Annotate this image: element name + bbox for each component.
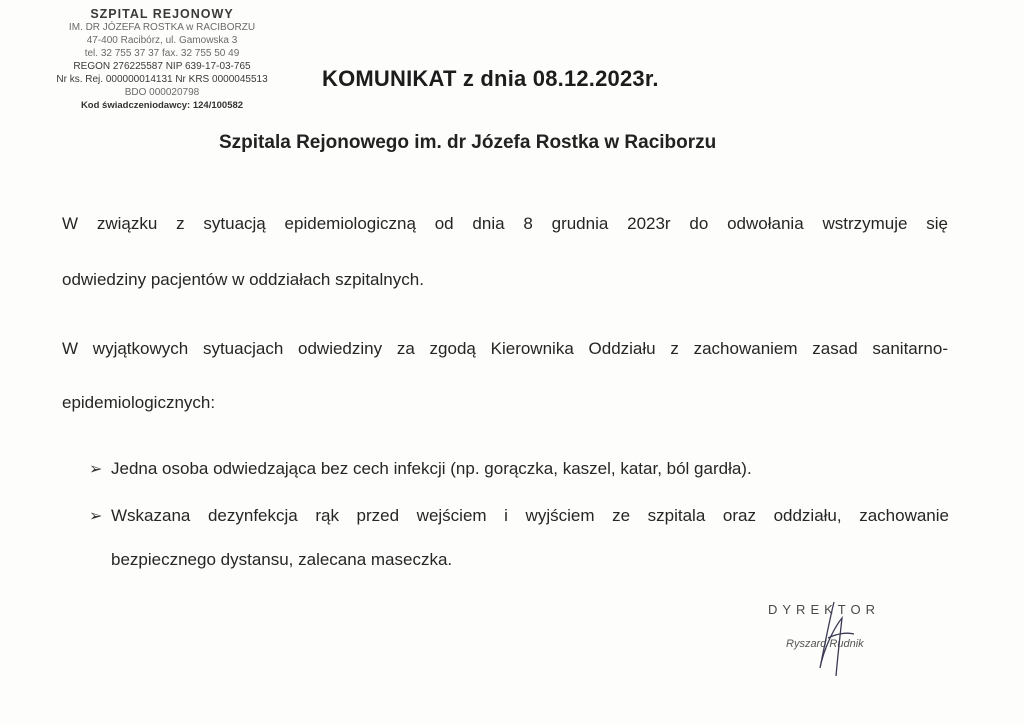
- bullet-item-1-text: Jedna osoba odwiedzająca bez cech infekcji (np. gorączka, kaszel, katar, ból gardła).: [111, 459, 752, 478]
- stamp-line-phone: tel. 32 755 37 37 fax. 32 755 50 49: [84, 48, 240, 59]
- paragraph-1-line-2: odwiedziny pacjentów w oddziałach szpitalnych.: [62, 270, 424, 289]
- stamp-line-bdo: BDO 000020798: [124, 87, 200, 98]
- paragraph-1-line-1: W związku z sytuacją epidemiologiczną od dnia 8 grudnia 2023r do odwołania wstrzymuje się: [62, 214, 948, 233]
- bullet-item-2: [89, 506, 949, 526]
- paragraph-2-line-2: epidemiologicznych:: [62, 393, 216, 412]
- paragraph-2-line-1: W wyjątkowych sytuacjach odwiedziny za zgodą Kierownika Oddziału z zachowaniem zasad sanitarno-: [62, 339, 948, 358]
- stamp-line-address: 47-400 Racibórz, ul. Gamowska 3: [86, 35, 238, 46]
- arrow-bullet-icon: ➢: [89, 461, 103, 478]
- bullet-item-2-text-line-1: Wskazana dezynfekcja rąk przed wejściem i wyjściem ze szpitala oraz oddziału, zachowanie: [111, 506, 949, 525]
- hospital-stamp: [28, 8, 296, 112]
- document-subtitle: Szpitala Rejonowego im. dr Józefa Rostka w Raciborzu: [219, 132, 717, 153]
- arrow-bullet-icon: ➢: [89, 508, 103, 525]
- document-title: KOMUNIKAT z dnia 08.12.2023r.: [322, 66, 659, 91]
- stamp-line-provider-code: Kod świadczeniodawcy: 124/100582: [80, 100, 244, 111]
- signature-name: Ryszard Rudnik: [786, 638, 864, 650]
- stamp-hospital-name: SZPITAL REJONOWY: [90, 7, 234, 21]
- bullet-item-1: [89, 459, 949, 479]
- bullet-item-2-text-line-2: bezpiecznego dystansu, zalecana maseczka.: [111, 550, 453, 569]
- signature-title: DYREKTOR: [768, 602, 880, 617]
- stamp-line-register: Nr ks. Rej. 000000014131 Nr KRS 0000045513: [56, 74, 268, 85]
- stamp-line-patron: IM. DR JÓZEFA ROSTKA w RACIBORZU: [68, 22, 256, 33]
- stamp-line-regon: REGON 276225587 NIP 639-17-03-765: [73, 61, 251, 72]
- bullet-item-2-continuation: [89, 550, 949, 570]
- handwritten-signature: [790, 598, 870, 678]
